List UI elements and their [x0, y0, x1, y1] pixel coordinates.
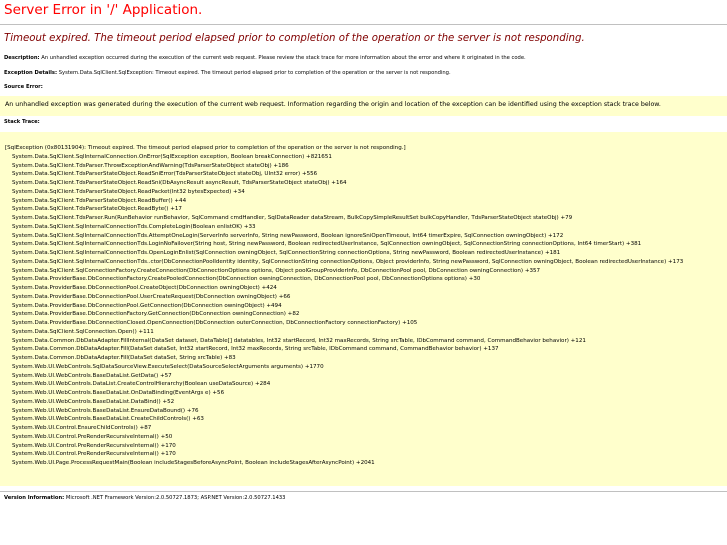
stack-trace-line-item: System.Data.SqlClient.SqlConnection.Open() +111 [12, 328, 154, 335]
description-line [4, 55, 526, 61]
stack-trace-line-item: System.Web.UI.WebControls.BaseDataList.EnsureDataBound() +76 [12, 407, 199, 414]
exception-details-text: System.Data.SqlClient.SqlException: Timeout expired. The timeout period elapsed prior to completion of the operation or the server is not responding. [58, 70, 451, 76]
stack-trace-line-item: System.Web.UI.Control.PreRenderRecursiveInternal() +50 [12, 433, 173, 440]
stack-trace-line-item: System.Data.Common.DbDataAdapter.Fill(DataSet dataSet, String srcTable) +83 [12, 355, 236, 361]
version-info-text: Microsoft .NET Framework Version:2.0.50727.1873; ASP.NET Version:2.0.50727.1433 [65, 495, 286, 501]
stack-trace-line-item: System.Data.SqlClient.TdsParserStateObject.ReadSniError(TdsParserStateObject stateObj, UInt32 error) +556 [12, 171, 318, 178]
stack-trace-line-item: System.Data.SqlClient.SqlConnectionFactory.CreateConnection(DbConnectionOptions options, Object poolGroupProviderInfo, DbConnectionPool pool, DbConnection owningConnection) +357 [12, 267, 541, 274]
stack-trace-line-item: System.Web.UI.WebControls.SqlDataSourceView.ExecuteSelect(DataSourceSelectArguments arguments) +1770 [12, 363, 324, 370]
stack-trace-line-item: System.Data.ProviderBase.DbConnectionPool.UserCreateRequest(DbConnection owningObject) +66 [12, 293, 291, 300]
stack-trace-line-item: System.Data.SqlClient.TdsParserStateObject.ReadSni(DbAsyncResult asyncResult, TdsParserStateObject stateObj) +164 [12, 180, 347, 186]
stack-trace-line-item: System.Data.SqlClient.TdsParserStateObject.ReadByte() +17 [12, 206, 182, 213]
source-error-label: Source Error: [4, 84, 43, 90]
stack-trace-line-item: System.Data.ProviderBase.DbConnectionFactory.CreatePooledConnection(DbConnection owningConnection, DbConnectionPool pool, DbConnectionOptions options) +30 [12, 276, 481, 283]
stack-trace-line-item: System.Data.Common.DbDataAdapter.FillInternal(DataSet dataset, DataTable[] datatables, Int32 startRecord, Int32 maxRecords, String srcTable, IDbCommand command, CommandBehavior behavior) +121 [12, 337, 586, 344]
source-error-box [0, 96, 727, 116]
stack-trace-line-item: System.Data.SqlClient.SqlInternalConnectionTds..ctor(DbConnectionPoolIdentity identity, SqlConnectionString connectionOptions, Object providerInfo, String newPassword, SqlConnection owningObject, Boolean redirectedUserInstance) +173 [12, 258, 684, 265]
stack-trace-line-item: System.Web.UI.WebControls.BaseDataList.CreateChildControls() +63 [12, 416, 204, 423]
stack-trace-line-item: System.Data.ProviderBase.DbConnectionClosed.OpenConnection(DbConnection outerConnection, DbConnectionFactory connectionFactory) +105 [12, 320, 418, 326]
stack-trace-line-item: System.Web.UI.WebControls.BaseDataList.OnDataBinding(EventArgs e) +56 [12, 390, 225, 396]
stack-trace-line-item: System.Data.SqlClient.TdsParserStateObject.ReadBuffer() +44 [12, 197, 187, 204]
exception-details-label: Exception Details: [4, 70, 58, 76]
stack-trace-line-item: System.Web.UI.WebControls.DataList.CreateControlHierarchy(Boolean useDataSource) +284 [12, 381, 271, 388]
stack-trace-line-item: System.Data.SqlClient.TdsParser.Run(RunBehavior runBehavior, SqlCommand cmdHandler, SqlDataReader dataStream, BulkCopySimpleResultSet bulkCopyHandler, TdsParserStateObject stateObj) +79 [12, 215, 573, 221]
stack-trace-box [0, 132, 727, 486]
stack-trace-line-item: System.Data.SqlClient.SqlInternalConnectionTds.AttemptOneLogin(ServerInfo serverInfo, String newPassword, Boolean ignoreSniOpenTimeout, Int64 timerExpire, SqlConnection owningObject) +172 [12, 232, 564, 239]
version-info-line [4, 495, 285, 501]
stack-trace-line [4, 119, 40, 125]
page-title: Server Error in '/' Application. [4, 2, 203, 18]
error-title: Timeout expired. The timeout period elapsed prior to completion of the operation or the server is not responding. [4, 33, 585, 44]
stack-trace-line-item: System.Web.UI.WebControls.BaseDataList.DataBind() +52 [12, 398, 175, 405]
stack-trace-line-item: System.Data.SqlClient.TdsParser.ThrowExceptionAndWarning(TdsParserStateObject stateObj) +186 [12, 162, 289, 169]
stack-trace-line-item: System.Web.UI.Control.PreRenderRecursiveInternal() +170 [12, 451, 176, 458]
stack-trace-line-item: System.Web.UI.Page.ProcessRequestMain(Boolean includeStagesBeforeAsyncPoint, Boolean includeStagesAfterAsyncPoint) +2041 [12, 460, 375, 466]
stack-trace-line-item: System.Data.SqlClient.TdsParserStateObject.ReadPacket(Int32 bytesExpected) +34 [12, 188, 245, 195]
description-label: Description: [4, 55, 40, 61]
stack-trace-line-item: System.Data.Common.DbDataAdapter.Fill(DataSet dataSet, Int32 startRecord, Int32 maxRecords, String srcTable, IDbCommand command, CommandBehavior behavior) +137 [12, 346, 499, 353]
source-error-line [4, 84, 43, 90]
stack-trace-line-item: System.Data.SqlClient.SqlInternalConnectionTds.OpenLoginEnlist(SqlConnection owningObject, SqlConnectionString connectionOptions, String newPassword, Boolean redirectedUserInstance) +181 [12, 250, 561, 256]
stack-trace-line-item: [SqlException (0x80131904): Timeout expired. The timeout period elapsed prior to completion of the operation or the server is not responding.] [5, 145, 406, 151]
stack-trace-line-item: System.Web.UI.WebControls.BaseDataList.GetData() +57 [12, 372, 172, 379]
stack-trace-line-item: System.Data.ProviderBase.DbConnectionFactory.GetConnection(DbConnection owningConnection) +82 [12, 311, 300, 318]
description-text: An unhandled exception occurred during the execution of the current web request. Please review the stack trace for more information about the error and where it originated in the code. [41, 55, 526, 61]
stack-trace-line-item: System.Data.SqlClient.SqlInternalConnectionTds.CompleteLogin(Boolean enlistOK) +33 [12, 223, 256, 230]
title-divider [0, 24, 727, 25]
stack-trace-line-item: System.Data.ProviderBase.DbConnectionPool.CreateObject(DbConnection owningObject) +424 [12, 285, 277, 291]
stack-trace-line-item: System.Web.UI.Control.EnsureChildControls() +87 [12, 425, 152, 431]
source-error-message: An unhandled exception was generated during the execution of the current web request. Information regarding the origin and location of the exception can be identified using the exception stack trace below. [5, 101, 661, 108]
stack-trace-line-item: System.Data.ProviderBase.DbConnectionPool.GetConnection(DbConnection owningObject) +494 [12, 302, 282, 309]
footer-divider [0, 491, 727, 492]
version-info-label: Version Information: [4, 495, 65, 501]
stack-trace-line-item: System.Data.SqlClient.SqlInternalConnection.OnError(SqlException exception, Boolean breakConnection) +821651 [12, 153, 332, 160]
stack-trace-label: Stack Trace: [4, 119, 40, 125]
stack-trace-line-item: System.Data.SqlClient.SqlInternalConnectionTds.LoginNoFailover(String host, String newPassword, Boolean redirectedUserInstance, SqlConnection owningObject, SqlConnectionString connectionOptions, Int64 timerStart) +381 [12, 241, 642, 248]
stack-trace-line-item: System.Web.UI.Control.PreRenderRecursiveInternal() +170 [12, 442, 176, 449]
exception-details-line [4, 70, 451, 76]
